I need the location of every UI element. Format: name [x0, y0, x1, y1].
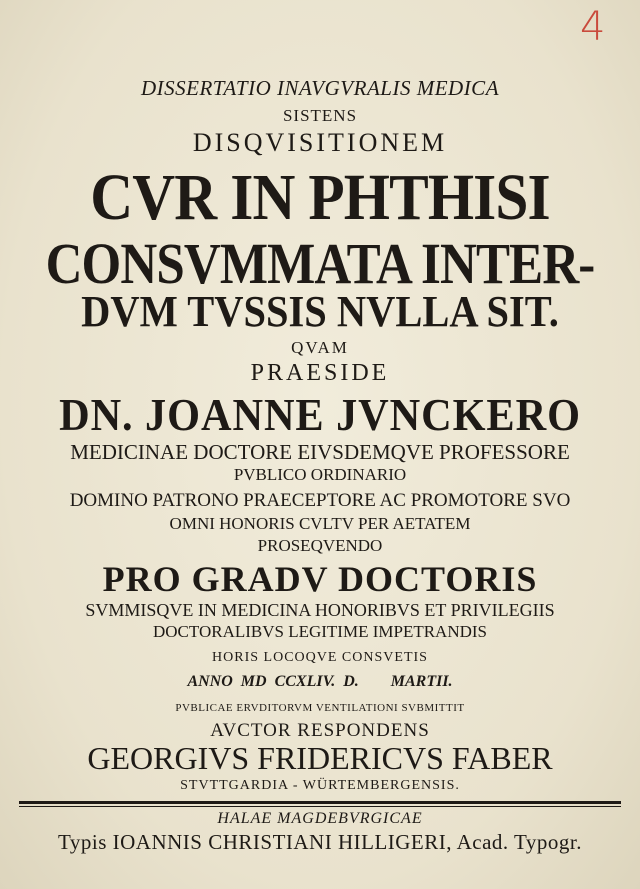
imprint-place: HALAE MAGDEBVRGICAE [217, 810, 423, 827]
time-place-line: HORIS LOCOQVE CONSVETIS [212, 650, 428, 665]
dedication-line-1: DOMINO PATRONO PRAECEPTORE AC PROMOTORE SVO [69, 490, 571, 511]
main-title-line-1: CVR IN PHTHISI [90, 161, 550, 234]
honors-line-1: SVMMISQVE IN MEDICINA HONORIBVS ET PRIVILEGIIS [85, 600, 555, 620]
praeses-title-1: MEDICINAE DOCTORE EIVSDEMQVE PROFESSORE [70, 440, 570, 464]
dissertation-heading: DISSERTATIO INAVGVRALIS MEDICA [140, 76, 500, 100]
degree-line: PRO GRADV DOCTORIS [102, 559, 538, 599]
praeside-line: PRAESIDE [250, 360, 390, 386]
imprint-rule-thin [19, 806, 621, 807]
dedication-line-3: PROSEQVENDO [257, 536, 383, 555]
dedication-line-2: OMNI HONORIS CVLTV PER AETATEM [169, 514, 471, 533]
submission-line: PVBLICAE ERVDITORVM VENTILATIONI SVBMITTIT [175, 702, 465, 714]
praeses-name: DN. JOANNE JVNCKERO [59, 389, 581, 440]
page-number: 4 [580, 4, 606, 50]
imprint-printer: Typis IOANNIS CHRISTIANI HILLIGERI, Acad. Typogr. [58, 830, 582, 854]
praeses-title-2: PVBLICO ORDINARIO [233, 465, 407, 484]
honors-line-2: DOCTORALIBVS LEGITIME IMPETRANDIS [152, 622, 487, 641]
disquisitionem-line: DISQVISITIONEM [192, 128, 448, 157]
author-name: GEORGIVS FRIDERICVS FABER [87, 740, 553, 776]
main-title-line-2: CONSVMMATA INTER- [45, 231, 595, 296]
date-line: ANNO MD CCXLIV. D. MARTII. [187, 673, 453, 690]
imprint-rule-thick [19, 801, 621, 804]
respondent-label: AVCTOR RESPONDENS [210, 720, 430, 741]
author-origin: STVTTGARDIA - WÜRTEMBERGENSIS. [180, 778, 460, 793]
quam-line: QVAM [291, 338, 349, 357]
sistens-line: SISTENS [282, 106, 358, 125]
main-title-line-3: DVM TVSSIS NVLLA SIT. [81, 287, 559, 336]
